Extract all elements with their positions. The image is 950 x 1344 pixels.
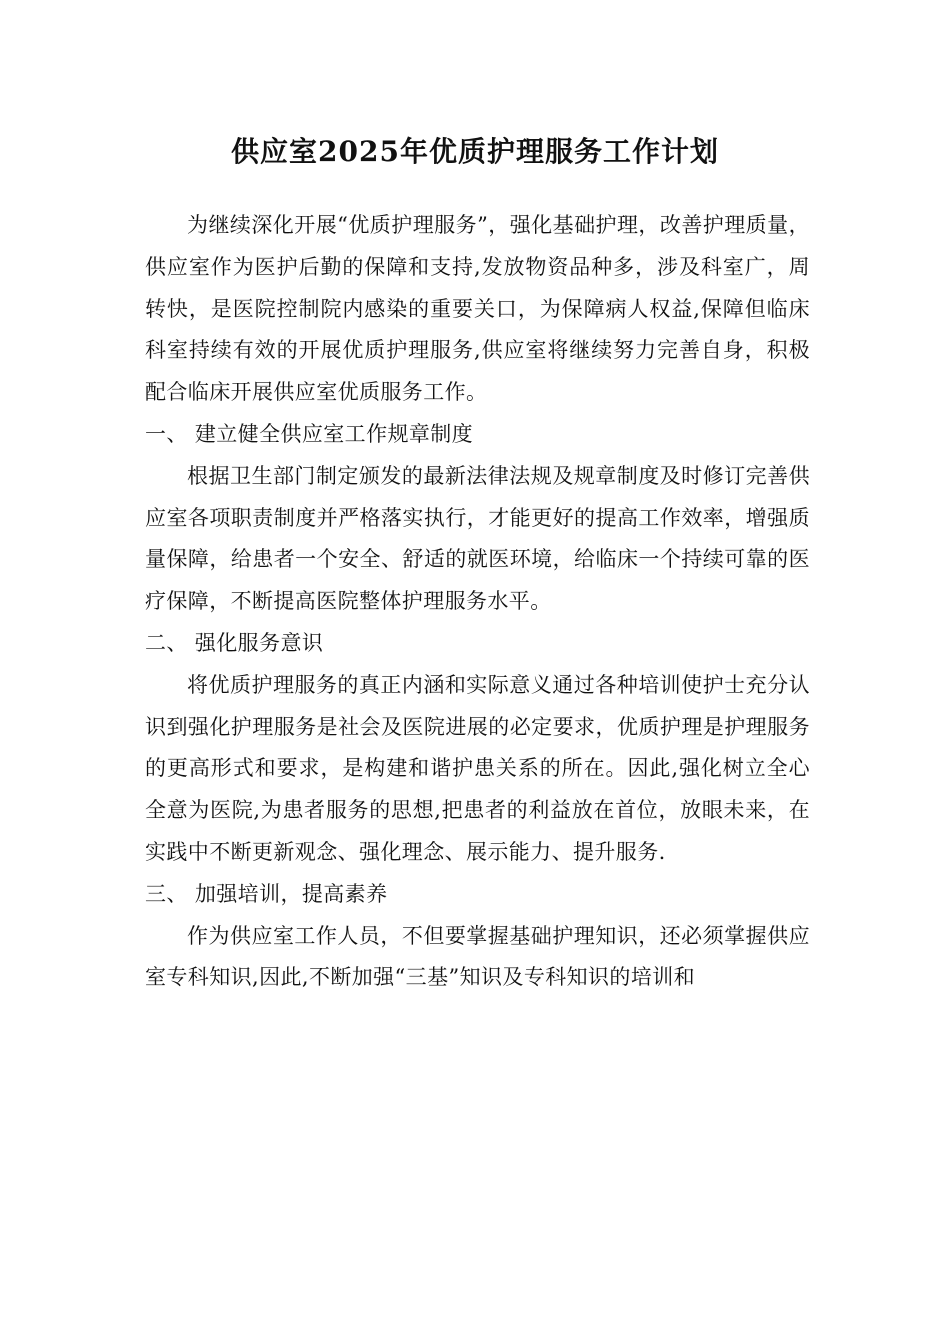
section-3-heading: 三、 加强培训，提高素养	[145, 881, 388, 906]
section-1-heading: 一、 建立健全供应室工作规章制度	[145, 421, 474, 446]
section-2-heading: 二、 强化服务意识	[145, 630, 324, 655]
section-3-body: 作为供应室工作人员，不但要掌握基础护理知识，还必须掌握供应室专科知识,因此,不断加强“三基”知识及专科知识的培训和	[145, 923, 810, 990]
document-title: 供应室2025年优质护理服务工作计划	[231, 135, 719, 168]
intro-paragraph: 为继续深化开展“优质护理服务”，强化基础护理，改善护理质量，供应室作为医护后勤的保障和支持,发放物资品种多，涉及科室广，周转快，是医院控制院内感染的重要关口，为保障病人权益,保障但临床科室持续有效的开展优质护理服务,供应室将继续努力完善自身，积极配合临床开展供应室优质服务工作。	[145, 213, 810, 405]
section-1-body: 根据卫生部门制定颁发的最新法律法规及规章制度及时修订完善供应室各项职责制度并严格落实执行，才能更好的提高工作效率，增强质量保障，给患者一个安全、舒适的就医环境，给临床一个持续可靠的医疗保障，不断提高医院整体护理服务水平。	[145, 463, 810, 614]
document-body	[145, 205, 810, 999]
section-2-body: 将优质护理服务的真正内涵和实际意义通过各种培训使护士充分认识到强化护理服务是社会及医院进展的必定要求，优质护理是护理服务的更高形式和要求，是构建和谐护患关系的所在。因此,强化树立全心全意为医院,为患者服务的思想,把患者的利益放在首位，放眼未来，在实践中不断更新观念、强化理念、展示能力、提升服务.	[145, 672, 810, 864]
